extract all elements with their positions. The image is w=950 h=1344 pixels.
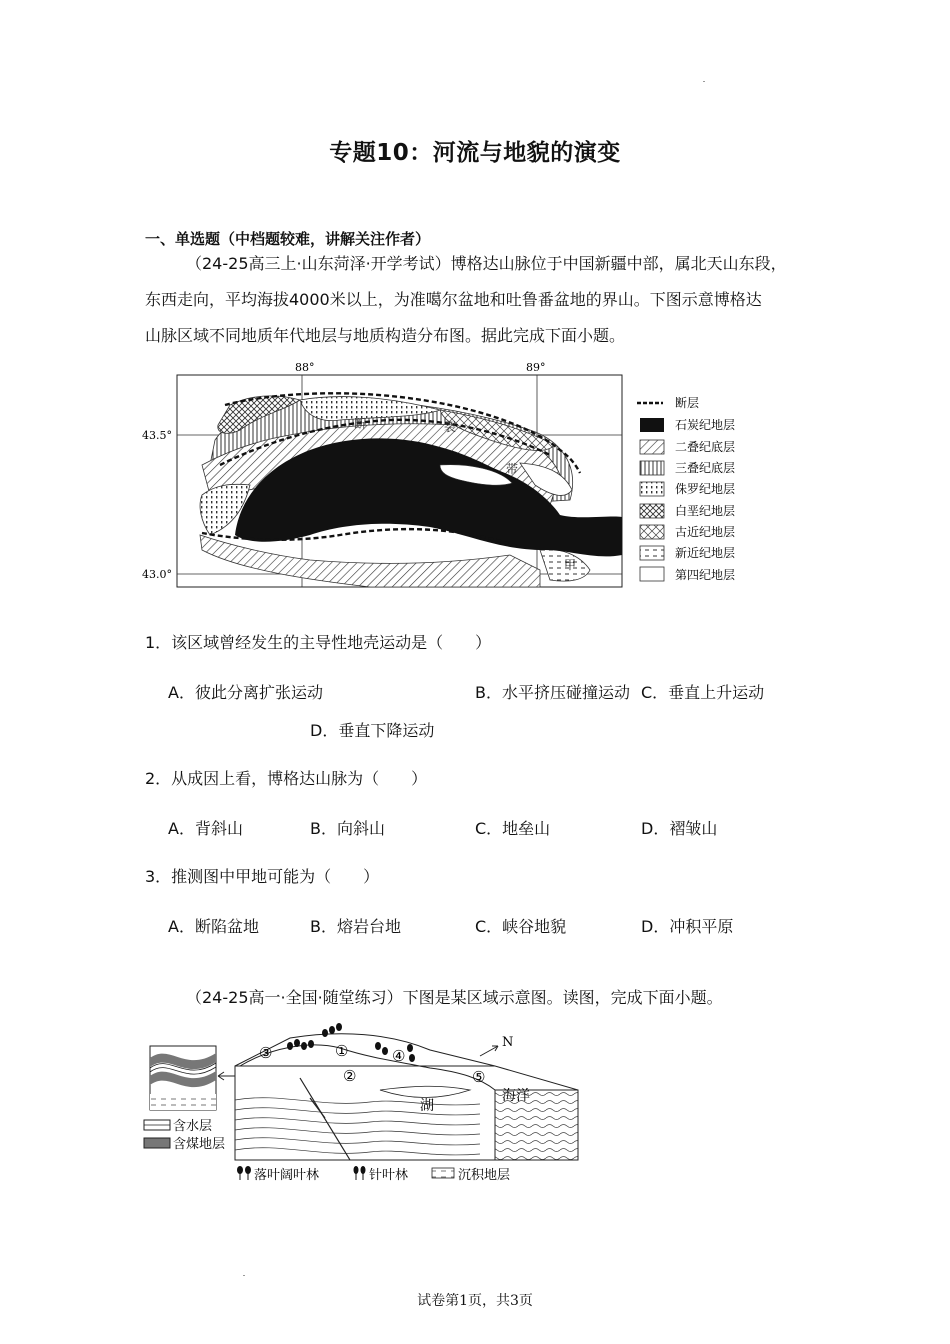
map-label-duan: 断 [354,417,367,431]
q1-option-a[interactable]: A．彼此分离扩张运动 [168,683,323,702]
q3-option-a[interactable]: A．断陷盆地 [168,917,259,936]
lat-label-43-5: 43.5° [142,429,172,442]
question-2-stem: 2．从成因上看，博格达山脉为（ ） [145,769,428,788]
legend-carboniferous: 石炭纪地层 [675,418,736,432]
q3-option-c[interactable]: C．峡谷地貌 [475,917,567,936]
marker-5: ⑤ [472,1068,486,1086]
legend-sediment-symbol [432,1168,454,1178]
page-footer: 试卷第1页，共3页 [417,1293,533,1309]
legend-conifer: 针叶林 [369,1168,409,1183]
lon-label-88: 88° [295,361,315,374]
q1-option-c[interactable]: C．垂直上升运动 [641,683,765,702]
legend-cretaceous: 白垩纪地层 [675,504,736,518]
marker-2: ② [343,1067,357,1085]
q2-option-a[interactable]: A．背斜山 [168,819,243,838]
map-label-jia: 甲 [564,558,577,572]
page-title: 专题10：河流与地貌的演变 [329,140,621,166]
map1-legend [637,395,735,582]
map-label-lie: 裂 [444,420,457,434]
intro1-line1: （24-25高三上·山东菏泽·开学考试）博格达山脉位于中国新疆中部，属北天山东段， [186,254,787,273]
q1-option-b[interactable]: B．水平挤压碰撞运动 [475,683,630,702]
lake-label: 湖 [420,1098,434,1114]
marker-1: ① [335,1042,349,1060]
question-3-stem: 3．推测图中甲地可能为（ ） [145,867,380,886]
q2-option-b[interactable]: B．向斜山 [310,819,385,838]
intro1-line2: 东西走向，平均海拔4000米以上，为准噶尔盆地和吐鲁番盆地的界山。下图示意博格达 [145,290,762,309]
intro1-line3: 山脉区域不同地质年代地层与地质构造分布图。据此完成下面小题。 [145,326,626,345]
intro2-text: （24-25高一·全国·随堂练习）下图是某区域示意图。读图，完成下面小题。 [186,988,723,1007]
coal-aquifer-inset [150,1046,216,1110]
geologic-map [140,355,760,590]
legend-fault: 断层 [675,396,700,410]
question-1-stem: 1．该区域曾经发生的主导性地壳运动是（ ） [145,633,492,652]
q1-option-d[interactable]: D．垂直下降运动 [310,721,435,740]
legend-sediment: 沉积地层 [458,1168,511,1183]
legend-conifer-symbol [354,1166,366,1180]
scan-speck [243,1275,245,1276]
legend-broadleaf-symbol [237,1166,251,1180]
legend-neogene: 新近纪地层 [675,546,736,560]
legend-broadleaf: 落叶阔叶林 [254,1168,320,1183]
scan-speck [703,81,705,82]
q3-option-b[interactable]: B．熔岩台地 [310,917,401,936]
legend-triassic: 三叠纪底层 [675,461,736,475]
lat-label-43-0: 43.0° [142,568,172,581]
q2-option-c[interactable]: C．地垒山 [475,819,551,838]
marker-4: ④ [392,1047,406,1065]
q3-option-d[interactable]: D．冲积平原 [641,917,734,936]
north-label: N [502,1035,514,1050]
ocean-label: 海洋 [502,1088,530,1104]
map-label-dai: 带 [506,462,519,476]
marker-3: ③ [259,1044,273,1062]
legend-aquifer: 含水层 [173,1119,213,1134]
legend-quaternary: 第四纪地层 [675,568,736,582]
section-heading: 一、单选题（中档题较难，讲解关注作者） [145,230,431,248]
legend-permian: 二叠纪底层 [675,440,736,454]
lon-label-89: 89° [526,361,546,374]
q2-option-d[interactable]: D．褶皱山 [641,819,718,838]
legend-jurassic: 侏罗纪地层 [675,482,736,496]
legend-paleogene: 古近纪地层 [675,525,736,539]
legend-coal: 含煤地层 [173,1137,226,1152]
region-block-diagram [140,1018,590,1190]
